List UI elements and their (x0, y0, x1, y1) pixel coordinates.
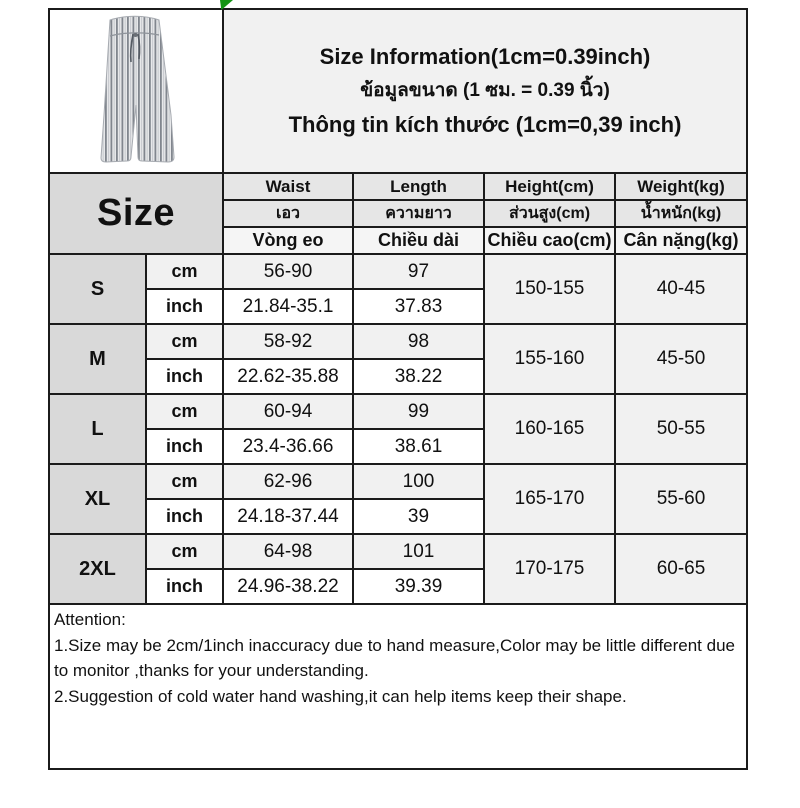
2xl-length-cm: 101 (353, 534, 484, 569)
unit-xl-inch: inch (146, 499, 223, 534)
unit-s-inch: inch (146, 289, 223, 324)
l-length-cm: 99 (353, 394, 484, 429)
col-header-weight-th: น้ำหนัก(kg) (615, 200, 747, 227)
col-header-waist-en: Waist (223, 173, 353, 200)
s-height: 150-155 (484, 254, 615, 324)
m-weight: 45-50 (615, 324, 747, 394)
pants-product-image (50, 10, 223, 167)
col-header-length-en: Length (353, 173, 484, 200)
2xl-weight: 60-65 (615, 534, 747, 604)
title-cell (223, 9, 747, 173)
2xl-waist-inch: 24.96-38.22 (223, 569, 353, 604)
size-label-xl: XL (49, 464, 146, 534)
unit-2xl-cm: cm (146, 534, 223, 569)
unit-l-cm: cm (146, 394, 223, 429)
pants-drawstring-knot (134, 33, 138, 37)
xl-height: 165-170 (484, 464, 615, 534)
2xl-length-inch: 39.39 (353, 569, 484, 604)
l-length-inch: 38.61 (353, 429, 484, 464)
m-height: 155-160 (484, 324, 615, 394)
attention-line-1: 1.Size may be 2cm/1inch inaccuracy due to hand measure,Color may be little different due to monitor ,thanks for your understanding. (54, 635, 735, 680)
m-length-cm: 98 (353, 324, 484, 359)
l-height: 160-165 (484, 394, 615, 464)
unit-2xl-inch: inch (146, 569, 223, 604)
size-label-l: L (49, 394, 146, 464)
title-thai: ข้อมูลขนาด (1 ซม. = 0.39 นิ้ว) (360, 79, 610, 101)
size-chart-table (48, 8, 748, 770)
xl-weight: 55-60 (615, 464, 747, 534)
s-waist-cm: 56-90 (223, 254, 353, 289)
col-header-weight-vi: Cân nặng(kg) (615, 227, 747, 254)
size-label-m: M (49, 324, 146, 394)
col-header-length-th: ความยาว (353, 200, 484, 227)
unit-l-inch: inch (146, 429, 223, 464)
m-length-inch: 38.22 (353, 359, 484, 394)
col-header-length-vi: Chiều dài (353, 227, 484, 254)
title-english: Size Information(1cm=0.39inch) (319, 43, 651, 69)
s-weight: 40-45 (615, 254, 747, 324)
unit-m-cm: cm (146, 324, 223, 359)
col-header-waist-th: เอว (223, 200, 353, 227)
unit-xl-cm: cm (146, 464, 223, 499)
size-label-s: S (49, 254, 146, 324)
title-vietnamese: Thông tin kích thước (1cm=0,39 inch) (288, 112, 682, 138)
l-waist-inch: 23.4-36.66 (223, 429, 353, 464)
col-header-weight-en: Weight(kg) (615, 173, 747, 200)
col-header-height-th: ส่วนสูง(cm) (484, 200, 615, 227)
xl-length-inch: 39 (353, 499, 484, 534)
xl-length-cm: 100 (353, 464, 484, 499)
product-image-cell (49, 9, 223, 173)
size-chart-frame (48, 8, 746, 770)
s-length-cm: 97 (353, 254, 484, 289)
2xl-waist-cm: 64-98 (223, 534, 353, 569)
m-waist-cm: 58-92 (223, 324, 353, 359)
pants-silhouette (101, 16, 174, 162)
attention-line-2: 2.Suggestion of cold water hand washing,it can help items keep their shape. (54, 686, 627, 706)
l-weight: 50-55 (615, 394, 747, 464)
xl-waist-cm: 62-96 (223, 464, 353, 499)
m-waist-inch: 22.62-35.88 (223, 359, 353, 394)
col-header-height-en: Height(cm) (484, 173, 615, 200)
col-header-waist-vi: Vòng eo (223, 227, 353, 254)
attention-heading: Attention: (54, 610, 126, 629)
s-length-inch: 37.83 (353, 289, 484, 324)
l-waist-cm: 60-94 (223, 394, 353, 429)
size-label-2xl: 2XL (49, 534, 146, 604)
s-waist-inch: 21.84-35.1 (223, 289, 353, 324)
xl-waist-inch: 24.18-37.44 (223, 499, 353, 534)
2xl-height: 170-175 (484, 534, 615, 604)
unit-s-cm: cm (146, 254, 223, 289)
size-corner-cell: Size (49, 173, 223, 254)
attention-box (49, 604, 747, 769)
col-header-height-vi: Chiều cao(cm) (484, 227, 615, 254)
unit-m-inch: inch (146, 359, 223, 394)
